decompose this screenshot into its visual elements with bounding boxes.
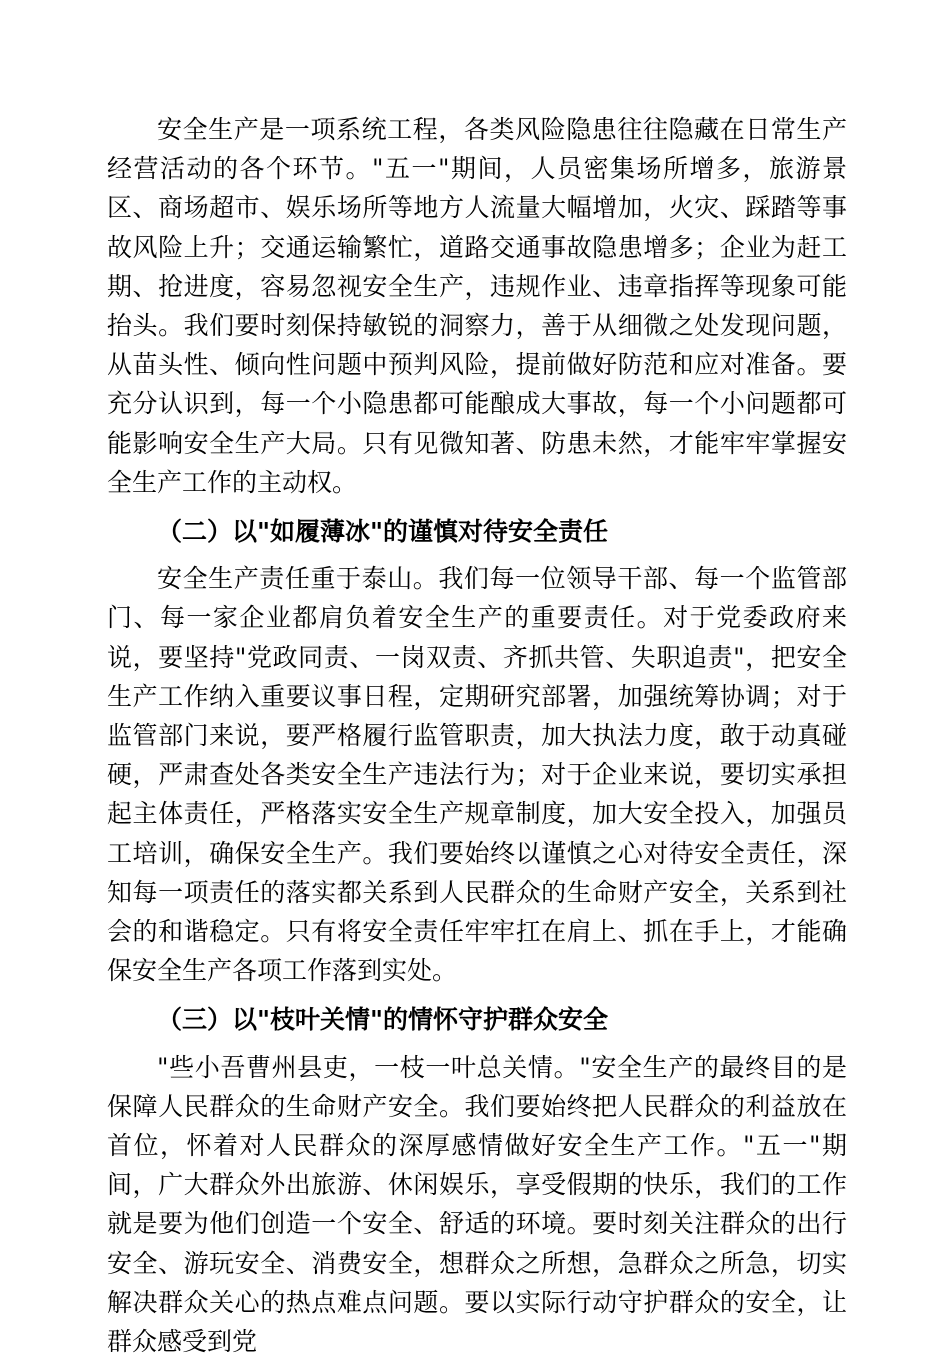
section-heading-2: （二）以"如履薄冰"的谨慎对待安全责任	[157, 517, 609, 547]
paragraph-public-safety: "些小吾曹州县吏，一枝一叶总关情。"安全生产的最终目的是保障人民群众的生命财产安全。我们要始终把人民群众的利益放在首位，怀着对人民群众的深厚感情做好安全生产工作。"五一"期间，广大群众外出旅游、休闲娱乐，享受假期的快乐，我们的工作就是要为他们创造一个安全、舒适的环境。要时刻关注群众的出行安全、游玩安全、消费安全，想群众之所想，急群众之所急，切实解决群众关心的热点难点问题。要以实际行动守护群众的安全，让群众感受到党	[107, 1052, 847, 1357]
paragraph-risk-awareness: 安全生产是一项系统工程，各类风险隐患往往隐藏在日常生产经营活动的各个环节。"五一"期间，人员密集场所增多，旅游景区、商场超市、娱乐场所等地方人流量大幅增加，火灾、踩踏等事故风险上升；交通运输繁忙，道路交通事故隐患增多；企业为赶工期、抢进度，容易忽视安全生产，违规作业、违章指挥等现象可能抬头。我们要时刻保持敏锐的洞察力，善于从细微之处发现问题，从苗头性、倾向性问题中预判风险，提前做好防范和应对准备。要充分认识到，每一个小隐患都可能酿成大事故，每一个小问题都可能影响安全生产大局。只有见微知著、防患未然，才能牢牢掌握安全生产工作的主动权。	[107, 115, 847, 497]
paragraph-safety-responsibility: 安全生产责任重于泰山。我们每一位领导干部、每一个监管部门、每一家企业都肩负着安全生产的重要责任。对于党委政府来说，要坚持"党政同责、一岗双责、齐抓共管、失职追责"，把安全生产工作纳入重要议事日程，定期研究部署，加强统筹协调；对于监管部门来说，要严格履行监管职责，加大执法力度，敢于动真碰硬，严肃查处各类安全生产违法行为；对于企业来说，要切实承担起主体责任，严格落实安全生产规章制度，加大安全投入，加强员工培训，确保安全生产。我们要始终以谨慎之心对待安全责任，深知每一项责任的落实都关系到人民群众的生命财产安全，关系到社会的和谐稳定。只有将安全责任牢牢扛在肩上、抓在手上，才能确保安全生产各项工作落到实处。	[107, 564, 847, 986]
section-heading-3: （三）以"枝叶关情"的情怀守护群众安全	[157, 1005, 609, 1035]
document-body	[107, 110, 847, 1361]
